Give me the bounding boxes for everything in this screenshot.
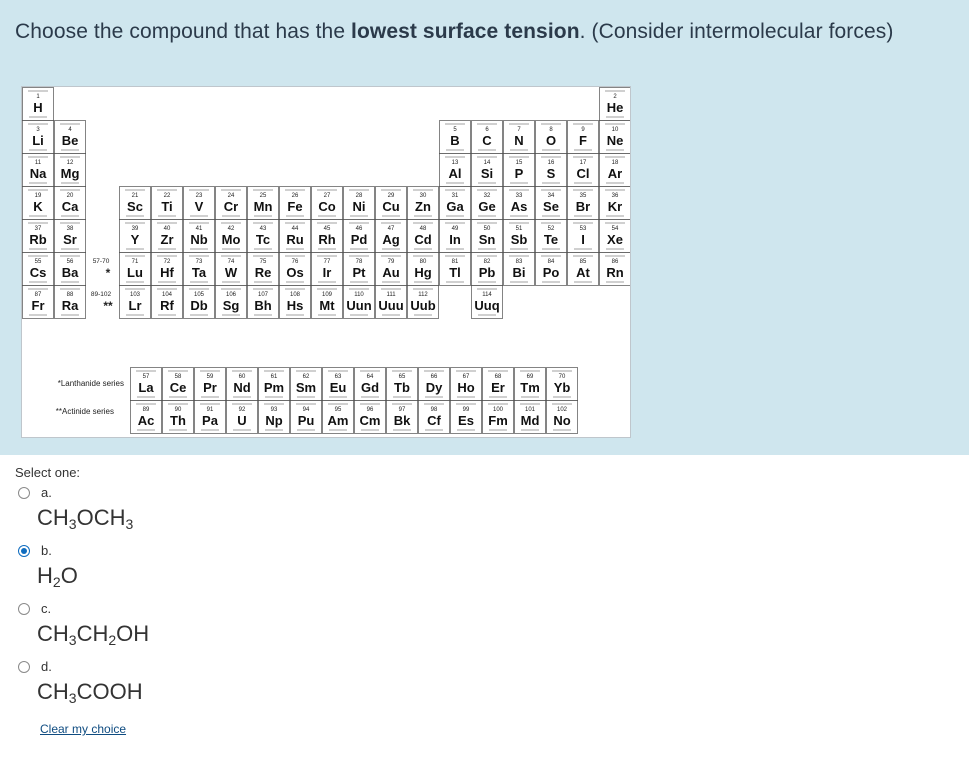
element-ti-number: 22 <box>163 193 171 199</box>
actinide-series-label: **Actinide series <box>55 407 114 416</box>
element-tc-number: 43 <box>259 226 267 232</box>
element-ga-number: 31 <box>451 193 459 199</box>
element-uuu-number: 111 <box>386 292 396 298</box>
element-os-symbol: Os <box>286 265 304 280</box>
element-tc-symbol: Tc <box>255 232 271 247</box>
element-fe-symbol: Fe <box>287 199 303 214</box>
option-formula[interactable]: $CH_3COOH$ <box>37 679 143 706</box>
element-lu-symbol: Lu <box>127 265 143 280</box>
element-ho-number: 67 <box>462 374 470 380</box>
element-pd-symbol: Pd <box>350 232 368 247</box>
option-radio[interactable] <box>18 487 30 499</box>
element-sm-number: 62 <box>302 374 310 380</box>
element-ru-number: 44 <box>291 226 299 232</box>
element-bi-symbol: Bi <box>512 265 526 280</box>
element-u-symbol: U <box>237 413 247 428</box>
element-tm-symbol: Tm <box>520 380 540 395</box>
element-p-number: 15 <box>515 160 523 166</box>
element-in-symbol: In <box>449 232 461 247</box>
element-au-number: 79 <box>387 259 395 265</box>
element-o-symbol: O <box>545 133 557 148</box>
question-emphasis: lowest surface tension <box>351 20 580 43</box>
element-pm-number: 61 <box>270 374 278 380</box>
element-he-number: 2 <box>613 94 617 100</box>
element-ni-number: 28 <box>355 193 363 199</box>
element-nb-number: 41 <box>195 226 203 232</box>
option-formula[interactable]: $H_2O$ <box>37 563 78 590</box>
element-be-number: 4 <box>68 127 72 133</box>
question-suffix: . (Consider intermolecular forces) <box>579 20 894 43</box>
element-uun-symbol: Uun <box>346 298 372 313</box>
element-mg-symbol: Mg <box>60 166 80 181</box>
element-mo-number: 42 <box>227 226 235 232</box>
element-la-number: 57 <box>142 374 150 380</box>
element-k-number: 19 <box>34 193 42 199</box>
element-rf-symbol: Rf <box>160 298 174 313</box>
element-ge-symbol: Ge <box>478 199 496 214</box>
element-th-symbol: Th <box>170 413 186 428</box>
element-si-number: 14 <box>483 160 491 166</box>
element-eu-symbol: Eu <box>329 380 347 395</box>
element-re-number: 75 <box>259 259 267 265</box>
element-sg-number: 106 <box>225 292 237 298</box>
element-ba-number: 56 <box>66 259 74 265</box>
element-c-number: 6 <box>485 127 489 133</box>
element-sc-number: 21 <box>131 193 139 199</box>
element-w-number: 74 <box>227 259 235 265</box>
element-sr-number: 38 <box>66 226 74 232</box>
element-lu-number: 71 <box>131 259 139 265</box>
element-cu-number: 29 <box>387 193 395 199</box>
element-uub-symbol: Uub <box>410 298 436 313</box>
element-ag-number: 47 <box>387 226 395 232</box>
element-ca-symbol: Ca <box>61 199 79 214</box>
element-kr-symbol: Kr <box>607 199 623 214</box>
element-te-symbol: Te <box>543 232 559 247</box>
element-ho-symbol: Ho <box>457 380 475 395</box>
element-zr-number: 40 <box>163 226 171 232</box>
element-cr-number: 24 <box>227 193 235 199</box>
element-rn-symbol: Rn <box>606 265 624 280</box>
element-er-number: 68 <box>494 374 502 380</box>
element-cl-number: 17 <box>579 160 587 166</box>
element-pt-number: 78 <box>355 259 363 265</box>
element-uuq-symbol: Uuq <box>474 298 500 313</box>
element-as-number: 33 <box>515 193 523 199</box>
element-y-number: 39 <box>131 226 139 232</box>
element-h-symbol: H <box>33 100 43 115</box>
element-b-symbol: B <box>450 133 460 148</box>
element-mn-symbol: Mn <box>253 199 273 214</box>
element-hf-number: 72 <box>163 259 171 265</box>
element-s-number: 16 <box>547 160 555 166</box>
element-ac-symbol: Ac <box>137 413 155 428</box>
element-te-number: 52 <box>547 226 555 232</box>
element-hf-symbol: Hf <box>160 265 174 280</box>
element-nd-number: 60 <box>238 374 246 380</box>
element-cd-number: 48 <box>419 226 427 232</box>
element-os-number: 76 <box>291 259 299 265</box>
element-cu-symbol: Cu <box>382 199 400 214</box>
element-sr-symbol: Sr <box>63 232 77 247</box>
element-ne-symbol: Ne <box>606 133 624 148</box>
element-dy-symbol: Dy <box>425 380 443 395</box>
element-mt-symbol: Mt <box>319 298 335 313</box>
element-db-symbol: Db <box>190 298 208 313</box>
element-se-symbol: Se <box>543 199 559 214</box>
element-co-number: 27 <box>323 193 331 199</box>
question-text <box>15 20 893 44</box>
element-mo-symbol: Mo <box>221 232 241 247</box>
element-zn-number: 30 <box>419 193 427 199</box>
element-xe-symbol: Xe <box>607 232 623 247</box>
element-pb-number: 82 <box>483 259 491 265</box>
element-he-symbol: He <box>606 100 624 115</box>
element-tl-symbol: Tl <box>449 265 461 280</box>
element-hg-number: 80 <box>419 259 427 265</box>
element-ir-number: 77 <box>323 259 331 265</box>
element-tl-number: 81 <box>451 259 459 265</box>
element-as-symbol: As <box>510 199 528 214</box>
element-ag-symbol: Ag <box>382 232 400 247</box>
option-radio[interactable] <box>18 545 30 557</box>
element-cs-symbol: Cs <box>29 265 47 280</box>
element-nb-symbol: Nb <box>190 232 208 247</box>
element-la-symbol: La <box>138 380 154 395</box>
element-ta-number: 73 <box>195 259 203 265</box>
series-range-label: 89-102 <box>90 291 112 298</box>
element-po-number: 84 <box>547 259 555 265</box>
element-cs-number: 55 <box>34 259 42 265</box>
element-y-symbol: Y <box>130 232 140 247</box>
element-at-symbol: At <box>576 265 590 280</box>
element-sn-number: 50 <box>483 226 491 232</box>
element-xe-number: 54 <box>611 226 619 232</box>
element-pr-number: 59 <box>206 374 214 380</box>
element-ta-symbol: Ta <box>191 265 207 280</box>
element-tm-number: 69 <box>526 374 534 380</box>
element-be-symbol: Be <box>61 133 79 148</box>
element-co-symbol: Co <box>318 199 336 214</box>
element-gd-number: 64 <box>366 374 374 380</box>
element-sc-symbol: Sc <box>127 199 143 214</box>
element-v-number: 23 <box>195 193 203 199</box>
element-al-symbol: Al <box>448 166 462 181</box>
element-pa-symbol: Pa <box>202 413 218 428</box>
element-fm-number: 100 <box>492 407 504 413</box>
element-pt-symbol: Pt <box>352 265 366 280</box>
element-tb-symbol: Tb <box>394 380 410 395</box>
element-cd-symbol: Cd <box>414 232 432 247</box>
element-sb-number: 51 <box>515 226 523 232</box>
element-po-symbol: Po <box>542 265 560 280</box>
element-i-number: 53 <box>579 226 587 232</box>
select-one-label: Select one: <box>15 465 81 480</box>
element-rb-number: 37 <box>34 226 42 232</box>
element-ar-symbol: Ar <box>607 166 623 181</box>
element-pd-number: 46 <box>355 226 363 232</box>
element-fm-symbol: Fm <box>488 413 508 428</box>
element-eu-number: 63 <box>334 374 342 380</box>
element-bk-number: 97 <box>398 407 406 413</box>
element-v-symbol: V <box>194 199 204 214</box>
element-uun-number: 110 <box>354 292 364 298</box>
element-f-symbol: F <box>579 133 587 148</box>
element-k-symbol: K <box>33 199 43 214</box>
element-es-symbol: Es <box>458 413 474 428</box>
element-br-number: 35 <box>579 193 587 199</box>
element-np-symbol: Np <box>265 413 283 428</box>
element-hg-symbol: Hg <box>414 265 432 280</box>
series-range-label: 57-70 <box>92 258 110 265</box>
element-br-symbol: Br <box>575 199 591 214</box>
element-ra-number: 88 <box>66 292 74 298</box>
element-gd-symbol: Gd <box>360 380 380 395</box>
element-er-symbol: Er <box>491 380 505 395</box>
element-fr-symbol: Fr <box>31 298 45 313</box>
element-cf-symbol: Cf <box>427 413 441 428</box>
element-p-symbol: P <box>514 166 524 181</box>
element-ni-symbol: Ni <box>352 199 366 214</box>
element-h-number: 1 <box>36 94 40 100</box>
element-se-number: 34 <box>547 193 555 199</box>
element-es-number: 99 <box>462 407 470 413</box>
element-at-number: 85 <box>579 259 587 265</box>
element-ir-symbol: Ir <box>322 265 332 280</box>
element-lr-symbol: Lr <box>128 298 142 313</box>
element-lr-number: 103 <box>129 292 141 298</box>
element-n-symbol: N <box>514 133 524 148</box>
element-no-symbol: No <box>553 413 571 428</box>
element-li-number: 3 <box>36 127 40 133</box>
element-b-number: 5 <box>453 127 457 133</box>
element-kr-number: 36 <box>611 193 619 199</box>
periodic-table-image <box>21 86 631 438</box>
element-au-symbol: Au <box>382 265 400 280</box>
periodic-table-svg <box>22 87 630 437</box>
element-al-number: 13 <box>451 160 459 166</box>
element-mg-number: 12 <box>66 160 74 166</box>
lanthanide-series-label: *Lanthanide series <box>57 379 124 388</box>
element-ca-number: 20 <box>66 193 74 199</box>
element-rb-symbol: Rb <box>29 232 47 247</box>
option-radio[interactable] <box>18 661 30 673</box>
element-fr-number: 87 <box>34 292 42 298</box>
element-am-symbol: Am <box>327 413 349 428</box>
element-pb-symbol: Pb <box>478 265 496 280</box>
element-yb-symbol: Yb <box>553 380 571 395</box>
element-zn-symbol: Zn <box>415 199 431 214</box>
element-pm-symbol: Pm <box>263 380 285 395</box>
element-n-number: 7 <box>517 127 521 133</box>
option-letter: c. <box>41 601 52 616</box>
element-no-number: 102 <box>556 407 568 413</box>
element-na-number: 11 <box>34 160 42 166</box>
element-rh-number: 45 <box>323 226 331 232</box>
element-sm-symbol: Sm <box>295 380 317 395</box>
option-formula[interactable]: $CH_3CH_2OH$ <box>37 621 150 648</box>
question-prefix: Choose the compound that has the <box>15 20 352 43</box>
element-md-symbol: Md <box>520 413 540 428</box>
option-letter: b. <box>41 543 52 558</box>
element-ti-symbol: Ti <box>161 199 173 214</box>
element-cf-number: 98 <box>430 407 438 413</box>
option-letter: a. <box>41 485 52 500</box>
element-nd-symbol: Nd <box>233 380 251 395</box>
element-zr-symbol: Zr <box>160 232 174 247</box>
element-s-symbol: S <box>546 166 556 181</box>
element-uub-number: 112 <box>418 292 428 298</box>
element-yb-number: 70 <box>558 374 566 380</box>
element-na-symbol: Na <box>29 166 47 181</box>
element-cl-symbol: Cl <box>576 166 590 181</box>
element-ru-symbol: Ru <box>286 232 304 247</box>
element-c-symbol: C <box>482 133 492 148</box>
element-bi-number: 83 <box>515 259 523 265</box>
option-radio[interactable] <box>18 603 30 615</box>
series-marker: ** <box>103 299 113 313</box>
element-hs-symbol: Hs <box>286 298 304 313</box>
element-dy-number: 66 <box>430 374 438 380</box>
clear-choice-link[interactable]: Clear my choice <box>40 722 127 736</box>
element-hs-number: 108 <box>289 292 301 298</box>
element-uuq-number: 114 <box>482 292 492 298</box>
option-letter: d. <box>41 659 52 674</box>
element-pu-number: 94 <box>302 407 310 413</box>
element-ac-number: 89 <box>142 407 150 413</box>
element-np-number: 93 <box>270 407 278 413</box>
element-ra-symbol: Ra <box>61 298 79 313</box>
option-formula[interactable]: $CH_3OCH_3$ <box>37 505 134 532</box>
element-fe-number: 26 <box>291 193 299 199</box>
element-db-number: 105 <box>193 292 205 298</box>
element-ce-number: 58 <box>174 374 182 380</box>
element-in-number: 49 <box>451 226 459 232</box>
element-w-symbol: W <box>224 265 238 280</box>
element-bh-number: 107 <box>257 292 269 298</box>
element-ga-symbol: Ga <box>446 199 464 214</box>
element-ce-symbol: Ce <box>169 380 187 395</box>
element-sg-symbol: Sg <box>222 298 240 313</box>
element-pa-number: 91 <box>206 407 214 413</box>
element-pu-symbol: Pu <box>297 413 315 428</box>
series-marker: * <box>105 266 111 280</box>
element-uuu-symbol: Uuu <box>378 298 404 313</box>
element-ne-number: 10 <box>611 127 619 133</box>
element-mn-number: 25 <box>259 193 267 199</box>
element-th-number: 90 <box>174 407 182 413</box>
element-rh-symbol: Rh <box>318 232 336 247</box>
element-ar-number: 18 <box>611 160 619 166</box>
element-pr-symbol: Pr <box>203 380 217 395</box>
element-md-number: 101 <box>524 407 536 413</box>
element-cm-symbol: Cm <box>359 413 381 428</box>
element-i-symbol: I <box>581 232 585 247</box>
element-f-number: 9 <box>581 127 585 133</box>
element-o-number: 8 <box>549 127 553 133</box>
element-rf-number: 104 <box>161 292 173 298</box>
element-am-number: 95 <box>334 407 342 413</box>
element-sn-symbol: Sn <box>478 232 496 247</box>
element-mt-number: 109 <box>321 292 333 298</box>
element-u-number: 92 <box>238 407 246 413</box>
element-sb-symbol: Sb <box>510 232 528 247</box>
element-cr-symbol: Cr <box>223 199 239 214</box>
element-bk-symbol: Bk <box>393 413 411 428</box>
element-tb-number: 65 <box>398 374 406 380</box>
element-si-symbol: Si <box>480 166 494 181</box>
element-li-symbol: Li <box>32 133 44 148</box>
element-cm-number: 96 <box>366 407 374 413</box>
element-ba-symbol: Ba <box>61 265 79 280</box>
element-re-symbol: Re <box>254 265 272 280</box>
element-bh-symbol: Bh <box>254 298 272 313</box>
element-rn-number: 86 <box>611 259 619 265</box>
element-ge-number: 32 <box>483 193 491 199</box>
